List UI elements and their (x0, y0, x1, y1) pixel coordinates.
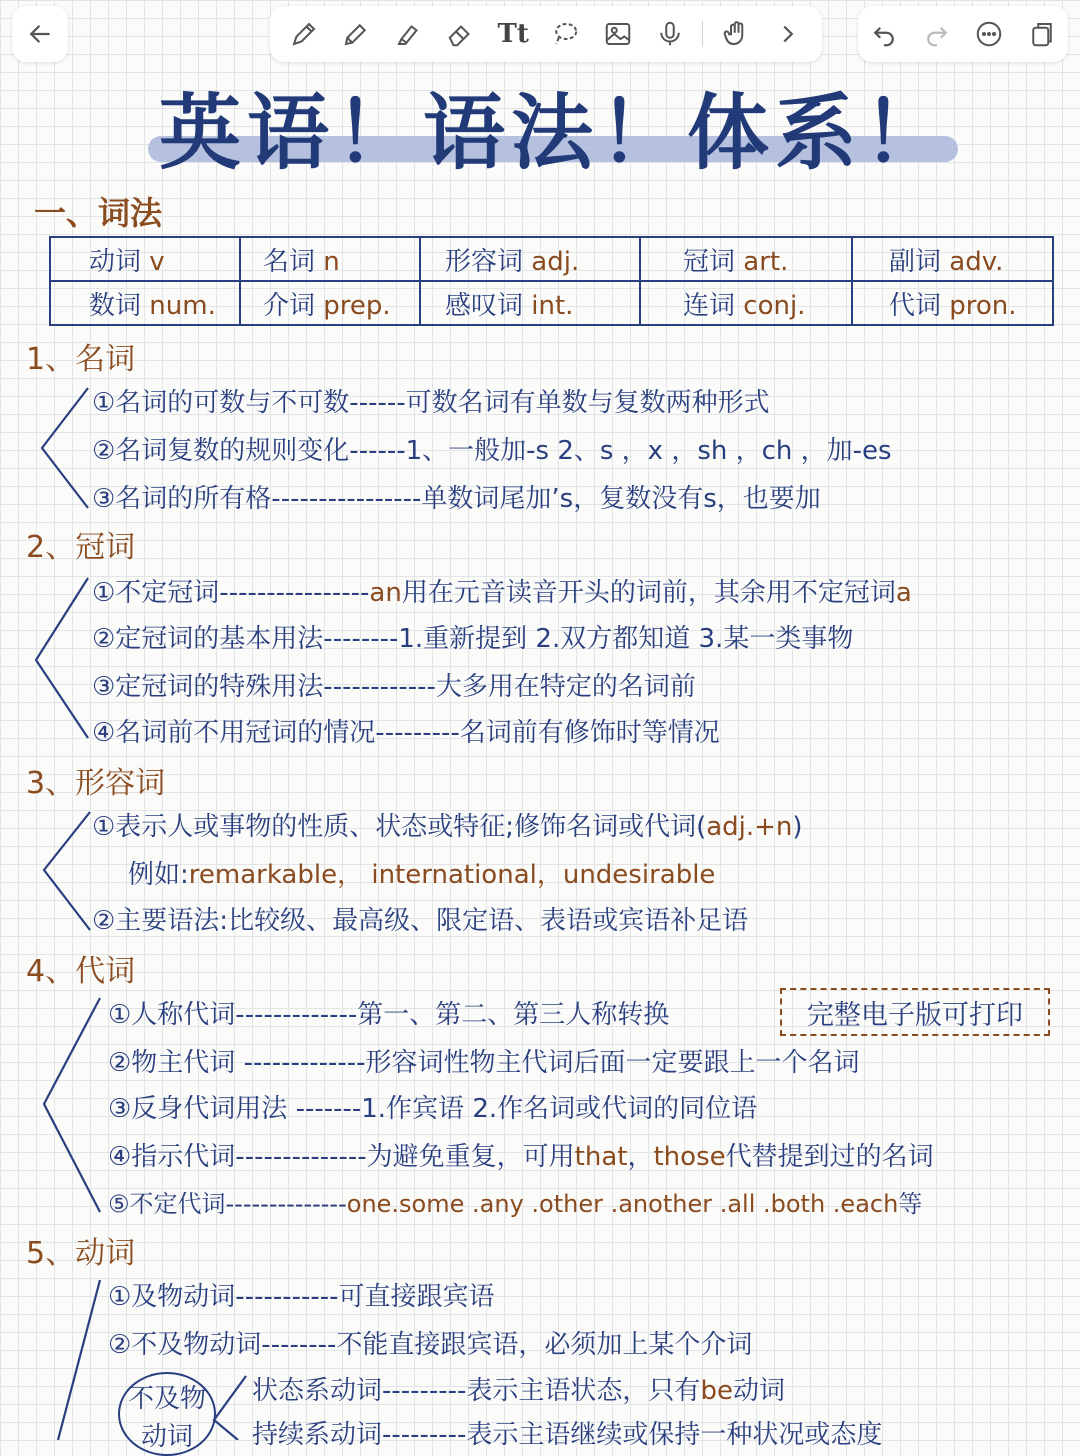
lasso-icon[interactable] (545, 14, 585, 54)
heading-noun: 1、名词 (26, 342, 136, 377)
undo-icon[interactable] (864, 14, 904, 54)
redo-icon[interactable] (917, 14, 957, 54)
heading-pronoun: 4、代词 (26, 954, 136, 989)
table-row (50, 281, 1053, 325)
list-item: ①表示人或事物的性质、状态或特征;修饰名词或代词(adj.+n) (92, 812, 803, 842)
list-item: ②不及物动词--------不能直接跟宾语，必须加上某个介词 (108, 1330, 753, 1360)
section-title-lexis: 一、词法 (34, 194, 163, 232)
microphone-icon[interactable] (650, 14, 690, 54)
table-cell: 形容词 adj. (420, 237, 640, 281)
image-icon[interactable] (598, 14, 638, 54)
list-item: ④名词前不用冠词的情况---------名词前有修饰时等情况 (92, 718, 720, 748)
back-toolbar (12, 6, 68, 62)
list-item: ①不定冠词----------------an用在元音读音开头的词前，其余用不定冠词a (92, 578, 912, 608)
page-title: 英语！语法！体系！ (158, 85, 951, 181)
heading-verb: 5、动词 (26, 1236, 136, 1271)
list-item: ②物主代词 -------------形容词性物主代词后面一定要跟上一个名词 (108, 1048, 860, 1078)
table-cell: 连词 conj. (640, 281, 852, 325)
list-item: ⑤不定代词--------------one.some .any .other .another .all .both .each等 (108, 1190, 923, 1218)
chevron-right-icon[interactable] (768, 14, 808, 54)
table-cell: 数词 num. (50, 281, 240, 325)
heading-article: 2、冠词 (26, 530, 136, 565)
list-item: 例如:remarkable， international，undesirable (128, 860, 716, 890)
list-item: ②名词复数的规则变化------1、一般加-s 2、s ，x ，sh ，ch ，加-es (92, 436, 892, 466)
table-cell: 介词 prep. (240, 281, 420, 325)
list-item: ②定冠词的基本用法--------1.重新提到 2.双方都知道 3.某一类事物 (92, 624, 854, 654)
list-item: 持续系动词---------表示主语继续或保持一种状况或态度 (252, 1420, 883, 1450)
list-item: 状态系动词---------表示主语状态，只有be动词 (252, 1376, 785, 1406)
print-note-badge: 完整电子版可打印 (780, 988, 1050, 1036)
eraser-icon[interactable] (441, 14, 481, 54)
hand-icon[interactable] (716, 14, 756, 54)
table-row (50, 237, 1053, 281)
drawing-toolbar (270, 6, 822, 62)
list-item: ③名词的所有格----------------单数词尾加’s，复数没有s，也要加 (92, 484, 821, 514)
table-cell: 感叹词 int. (420, 281, 640, 325)
table-cell: 名词 n (240, 237, 420, 281)
pencil-icon[interactable] (336, 14, 376, 54)
page-title-block (140, 66, 970, 181)
toolbar-divider (702, 21, 703, 47)
table-cell: 冠词 art. (640, 237, 852, 281)
text-tool-icon[interactable]: Tt (497, 19, 529, 49)
table-cell: 代词 pron. (852, 281, 1053, 325)
more-icon[interactable] (969, 14, 1009, 54)
heading-adjective: 3、形容词 (26, 766, 166, 801)
history-toolbar (858, 6, 1068, 62)
table-cell: 动词 v (50, 237, 240, 281)
pages-icon[interactable] (1022, 14, 1062, 54)
table-cell: 副词 adv. (852, 237, 1053, 281)
parts-of-speech-table (49, 236, 1054, 326)
list-item: ④指示代词--------------为避免重复，可用that，those代替提到过的名词 (108, 1142, 934, 1172)
list-item: ①名词的可数与不可数------可数名词有单数与复数两种形式 (92, 388, 770, 418)
list-item: ①及物动词-----------可直接跟宾语 (108, 1282, 495, 1312)
pen-icon[interactable] (284, 14, 324, 54)
back-arrow-icon[interactable] (20, 14, 60, 54)
highlighter-icon[interactable] (389, 14, 429, 54)
circled-label: 不及物动词 (118, 1372, 216, 1456)
list-item: ③定冠词的特殊用法------------大多用在特定的名词前 (92, 672, 696, 702)
list-item: ②主要语法:比较级、最高级、限定语、表语或宾语补足语 (92, 906, 749, 936)
list-item: ①人称代词-------------第一、第二、第三人称转换 (108, 1000, 670, 1030)
list-item: ③反身代词用法 -------1.作宾语 2.作名词或代词的同位语 (108, 1094, 758, 1124)
